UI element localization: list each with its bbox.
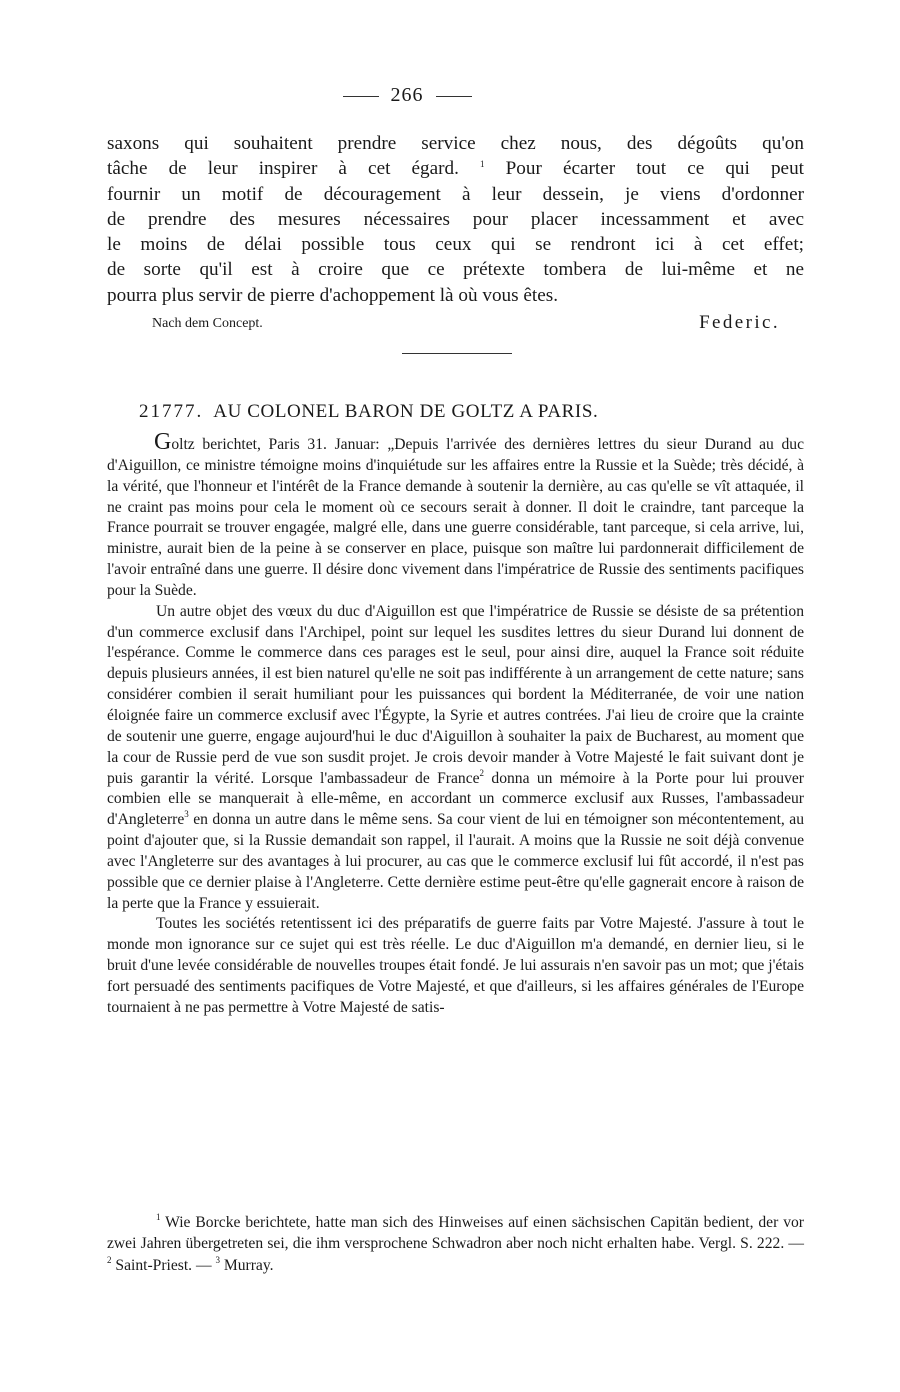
source-note: Nach dem Concept. xyxy=(152,316,263,331)
document-title: AU COLONEL BARON DE GOLTZ A PARIS. xyxy=(213,401,599,422)
footnote-mark: 2 xyxy=(479,767,485,778)
preceding-letter-ending xyxy=(107,131,804,308)
report-body xyxy=(107,429,805,1019)
footnote-text: Saint-Priest. — xyxy=(111,1256,216,1274)
footnote-mark: 1 xyxy=(480,159,485,170)
paragraph-text: en donna un autre dans le même sens. Sa cour vient de lui en témoigner son mécontentement, au point d'ajouter que, si la Russie demandait son rappel, il l'aurait. A moins que la Russie ne soit déjà convenue avec l'Angleterre sur des avantages à lui procurer, au cas que le commerce exclusif lui fût accordé, il n'est pas possible que ce dernier plaise à l'Angleterre. Cette dernière estime peut-être qu'elle gagnerait encore à raison de la perte que la France y essuierait. xyxy=(107,811,804,912)
page-number: 266 xyxy=(390,84,424,106)
paragraph-text: Un autre objet des vœux du duc d'Aiguillon est que l'impératrice de Russie se désiste de sa prétention d'un commerce exclusif dans l'Archipel, point sur lequel les susdites lettres du sieur Durand lui donnent de l'espérance. Comme le commerce dans ces parages est le seul, pour ainsi dire, auquel la France soit réduite depuis plusieurs années, il est bien naturel qu'elle ne soit pas indifférente à un arrangement de cette nature; sans considérer combien il serait humiliant pour les puissances qui bordent la Méditerranée, de voir une nation éloignée faire un commerce exclusif avec l'Égypte, la Syrie et autres contrées. J'ai lieu de croire que la crainte de soutenir une guerre, engage aujourd'hui le duc d'Aiguillon à souhaiter la paix de Bucharest, au moment que la cour de Russie perd de vue son susdit projet. Je crois devoir mander à Votre Majesté le fait suivant dont je puis garantir la vérité. Lorsque l'ambassadeur de France xyxy=(107,602,804,787)
paragraph: Toutes les sociétés retentissent ici des préparatifs de guerre faits par Votre Majesté. J'assure à tout le monde mon ignorance sur ce sujet qui est très réelle. Le duc d'Aiguillon m'a demandé, en dernier lieu, si le bruit d'une levée considérable de nouvelles troupes était fondé. Je lui assurais n'en savoir pas un mot; que j'étais fort persuadé des sentiments pacifiques de Votre Majesté, et que d'ailleurs, si les affaires générales de l'Europe tournaient à ne pas permettre à Votre Majesté de satis- xyxy=(107,915,804,1016)
header-dash-left xyxy=(343,96,379,97)
footnote-mark: 2 xyxy=(107,1254,112,1265)
page-number-header xyxy=(107,84,707,107)
signature: Federic. xyxy=(699,312,780,333)
letter-line: de sorte qu'il est à croire que ce prétexte tombera de lui-même et ne xyxy=(107,259,804,281)
letter-line: le moins de délai possible tous ceux qui se rendront ici à cet effet; xyxy=(107,234,804,256)
letter-line-text: Pour écarter tout ce qui peut xyxy=(484,158,804,180)
footnotes xyxy=(107,1212,804,1276)
footnote-mark: 3 xyxy=(215,1254,220,1265)
footnote-text: Murray. xyxy=(219,1256,274,1274)
initial-letter: G xyxy=(154,429,172,455)
footnote-mark: 1 xyxy=(156,1212,161,1222)
signature-row xyxy=(107,312,804,338)
letter-line xyxy=(107,156,804,181)
section-divider xyxy=(402,353,512,354)
paragraph xyxy=(107,429,804,602)
paragraph-text: oltz berichtet, Paris 31. Januar: „Depuis l'arrivée des dernières lettres du sieur Durand au duc d'Aiguillon, ce ministre témoigne moins d'inquiétude sur les affaires entre la Russie et la Suède; très décidé, à la vérité, que l'honneur et l'intérêt de la France demande à soutenir la dernière, au cas qu'elle se vît attaquée, il ne craint pas moins pour cela le moment où ce secours serait à donner. Il doit le craindre, tant parceque la France pourrait se trouver engagée, malgré elle, dans une guerre considérable, tant parceque, si cela arrive, lui, ministre, aurait bien de la peine à se conserver en place, puisque son maître lui pardonnerait difficilement de l'avoir entraîné dans une guerre. Il désire donc vivement dans l'impératrice de Russie des sentiments pacifiques pour la Suède. xyxy=(107,436,804,599)
paragraph xyxy=(107,602,804,915)
letter-line: pourra plus servir de pierre d'achoppement là où vous êtes. xyxy=(107,284,559,306)
letter-line: saxons qui souhaitent prendre service chez nous, des dégoûts qu'on xyxy=(107,133,804,154)
footnote-mark: 3 xyxy=(184,809,189,820)
letter-line: fournir un motif de découragement à leur dessein, je viens d'ordonner xyxy=(107,183,804,205)
document-number: 21777. xyxy=(139,401,204,422)
letter-line: de prendre des mesures nécessaires pour placer incessamment et avec xyxy=(107,208,804,230)
header-dash-right xyxy=(436,96,472,97)
paragraph-text: donna un mémoire à la Porte pour lui prouver combien elle se manquerait à elle-même, en accordant un commerce exclusif aux Russes, l'ambassadeur d'Angleterre xyxy=(107,769,805,829)
footnote-text: Wie Borcke berichtete, hatte man sich des Hinweises auf einen sächsischen Capitän bedient, der vor zwei Jahren übergetreten sei, die ihm versprochene Schwadron aber noch nicht erhalten habe. Vergl. S. 222. — xyxy=(107,1214,804,1253)
document-heading xyxy=(139,401,799,423)
footnote xyxy=(107,1212,804,1276)
letter-line-text: tâche de leur inspirer à cet égard. xyxy=(107,158,481,180)
